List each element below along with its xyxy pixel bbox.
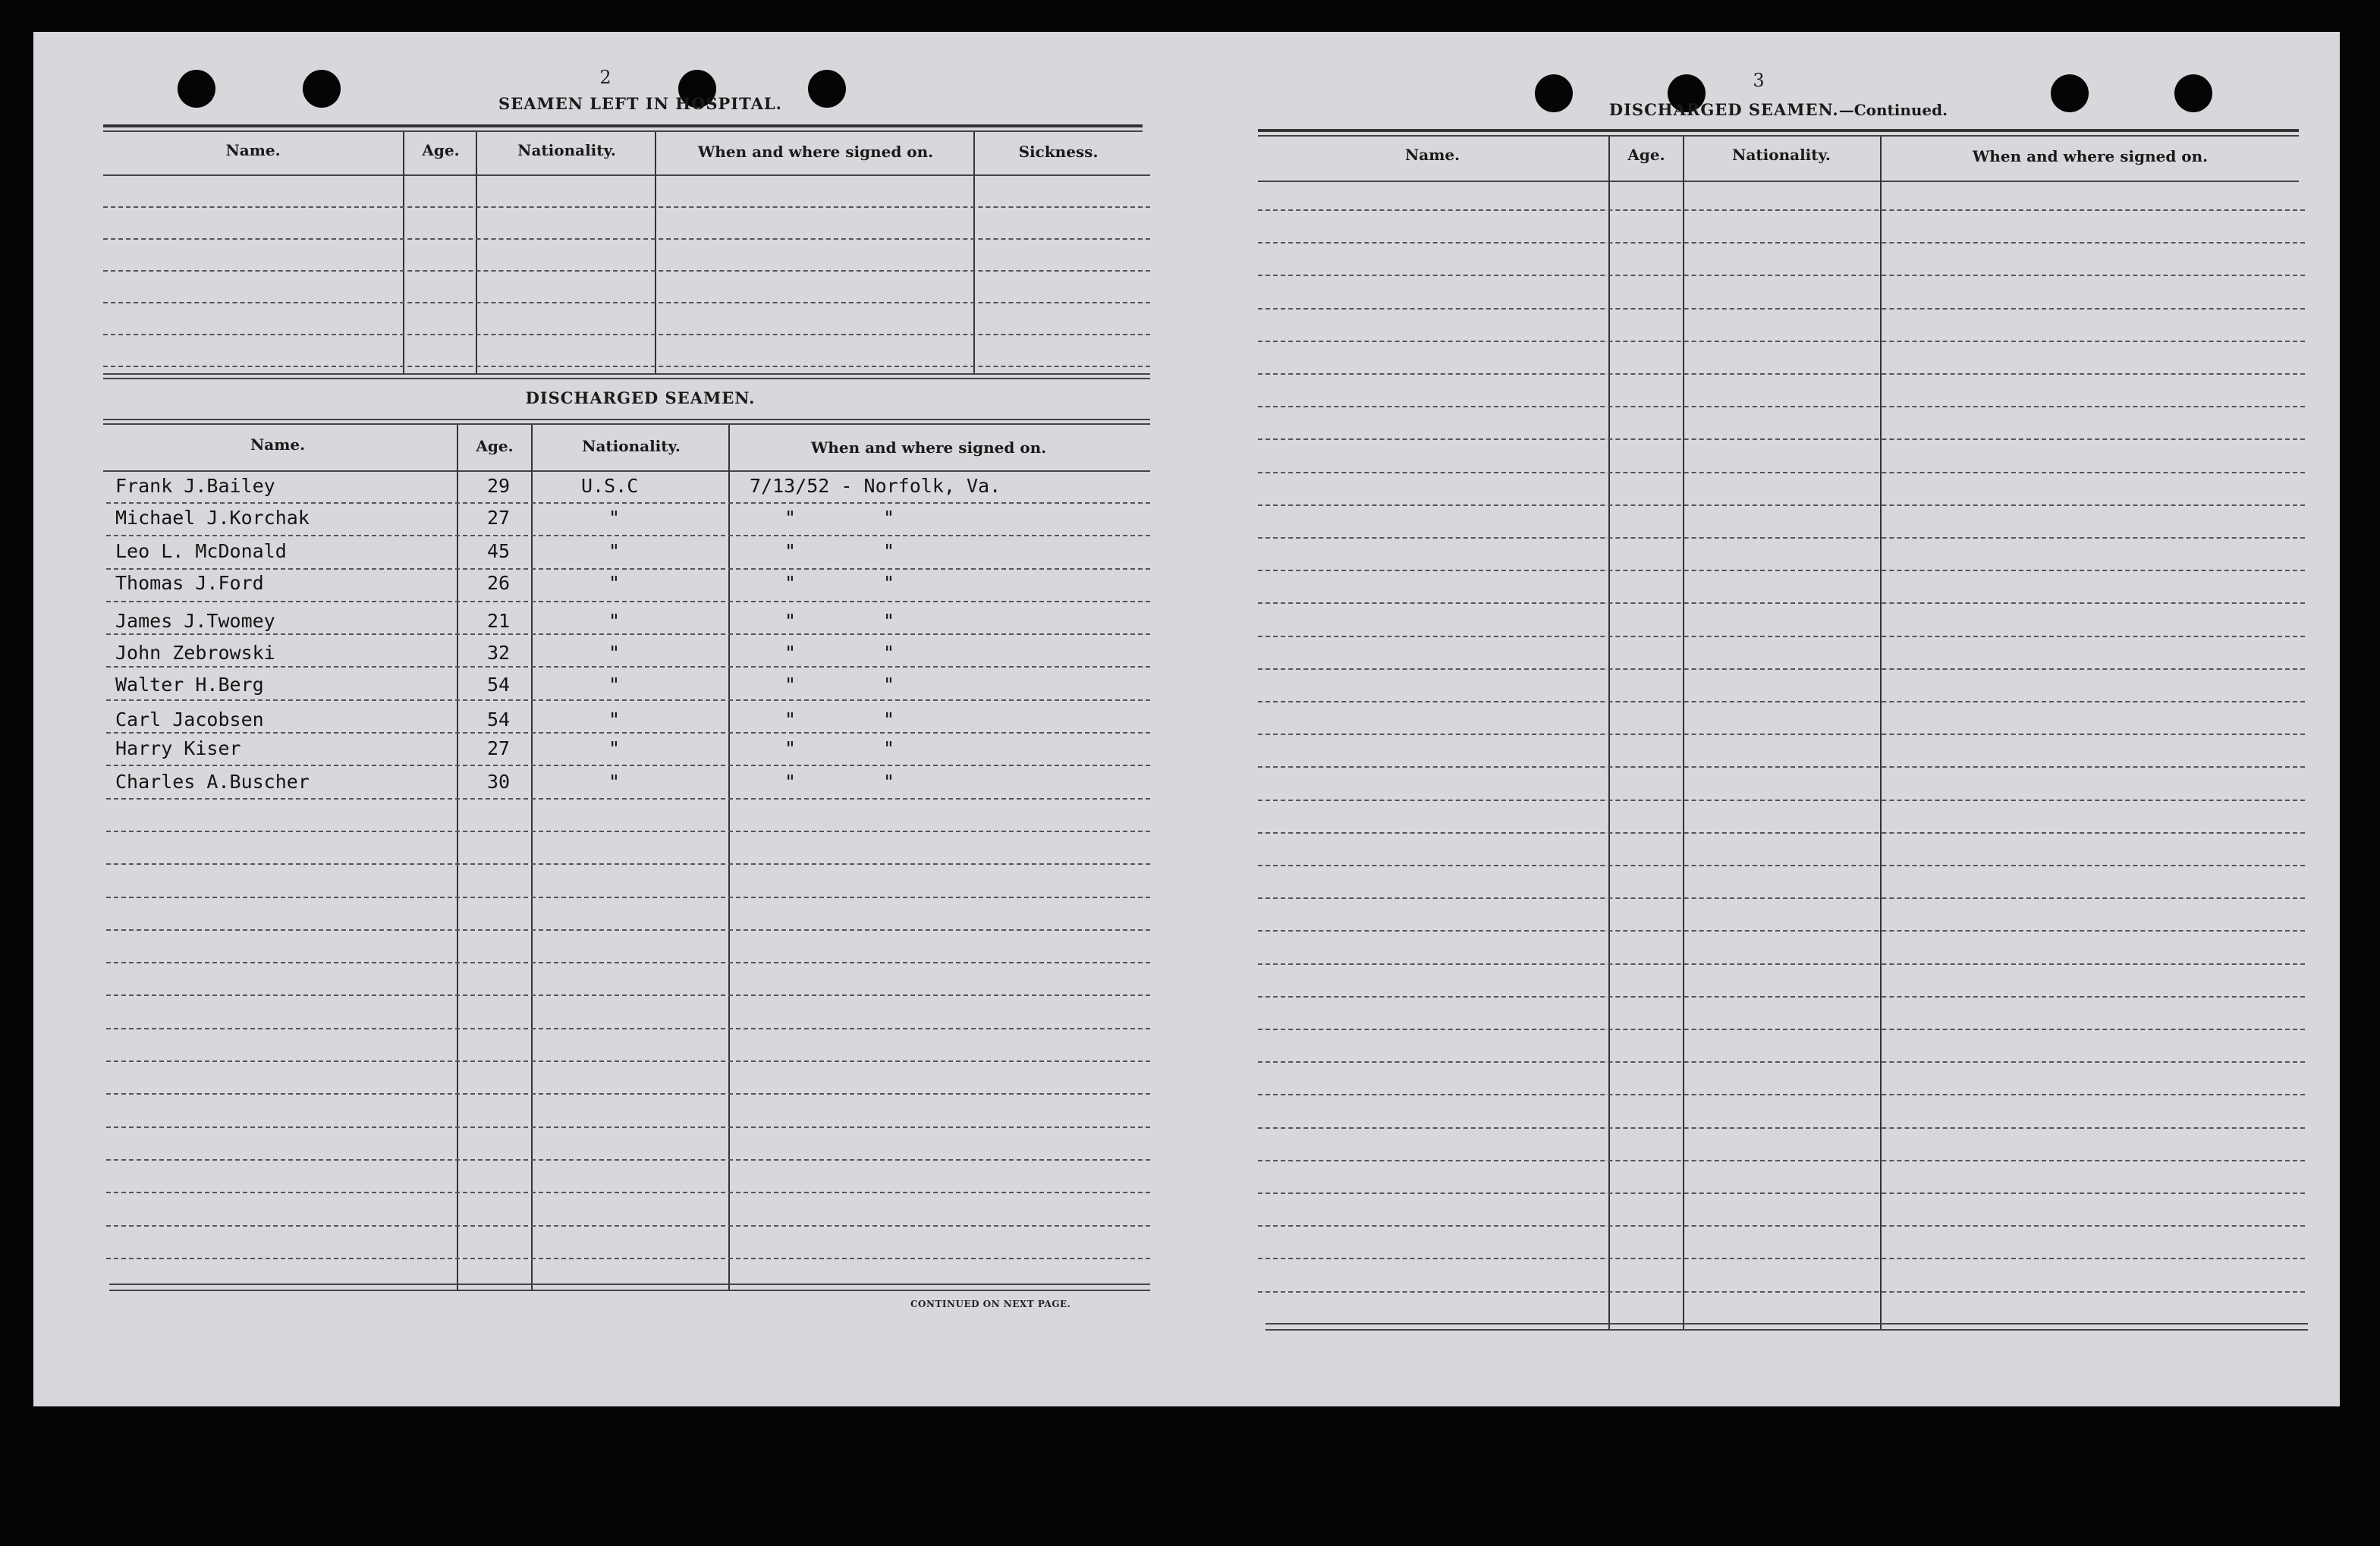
seaman-nationality: " [608,709,621,731]
discharged-header-age: Age. [476,437,514,455]
row-line [106,666,1150,668]
punch-hole [2051,74,2089,112]
ditto-mark: " [784,540,797,562]
hospital-header-signed-on: When and where signed on. [697,143,934,161]
row-line [1258,897,2305,899]
discharged-continued-title-sub: —Continued. [1838,101,1948,119]
table-rule [103,419,1150,420]
ditto-mark: " [784,674,797,696]
row-line [1258,766,2305,768]
discharged-continued-title-main: DISCHARGED SEAMEN. [1608,100,1839,119]
row-line [1258,209,2305,211]
seaman-age: 27 [487,737,511,759]
seaman-age: 32 [487,642,511,664]
column-divider [655,132,656,375]
ditto-mark: " [883,610,895,632]
row-line [106,568,1150,570]
discharged-header-name: Name. [250,435,306,454]
seaman-age: 26 [487,572,511,594]
column-divider [973,132,975,375]
ditto-mark: " [784,610,797,632]
row-line [106,897,1150,898]
row-line [1258,438,2305,440]
seaman-name: Charles A.Buscher [115,771,310,793]
row-line [1258,963,2305,965]
ditto-mark: " [784,737,797,759]
row-line [103,302,1150,303]
row-line [106,1258,1150,1259]
row-line [106,732,1150,734]
row-line [106,633,1150,635]
row-line [1258,1258,2305,1259]
row-line [106,1093,1150,1095]
row-line [106,1127,1150,1128]
ditto-mark: " [883,507,895,529]
right-header-nationality: Nationality. [1732,146,1831,164]
seaman-signed-on: 7/13/52 - Norfolk, Va. [750,475,1001,497]
seaman-name: James J.Twomey [115,610,275,632]
seaman-nationality: " [608,572,621,594]
row-line [1258,1160,2305,1161]
seaman-age: 27 [487,507,511,529]
hospital-header-age: Age. [422,141,460,159]
seaman-name: Walter H.Berg [115,674,264,696]
row-line [103,238,1150,240]
right-header-signed-on: When and where signed on. [1972,147,2209,165]
table-rule [1258,129,2299,132]
row-line [1258,1029,2305,1030]
hospital-header-name: Name. [225,141,281,159]
right-header-name: Name. [1404,146,1460,164]
ditto-mark: " [883,674,895,696]
table-rule [103,124,1143,127]
seaman-name: Frank J.Bailey [115,475,275,497]
seaman-nationality: " [608,674,621,696]
row-line [1258,570,2305,571]
row-line [1258,1127,2305,1129]
ditto-mark: " [784,507,797,529]
row-line [1258,504,2305,506]
discharged-header-signed-on: When and where signed on. [810,438,1047,457]
row-line [106,535,1150,536]
row-line [106,601,1150,602]
row-line [106,765,1150,766]
row-line [1258,537,2305,539]
header-underline [1258,181,2299,182]
document-sheet [33,32,2340,1406]
seaman-name: Thomas J.Ford [115,572,264,594]
ditto-mark: " [883,709,895,731]
row-line [1258,602,2305,604]
row-line [1258,865,2305,866]
ditto-mark: " [784,771,797,793]
row-line [106,831,1150,832]
column-divider [403,132,404,375]
seaman-name: Carl Jacobsen [115,709,264,731]
column-divider [1608,137,1610,1329]
row-line [106,798,1150,800]
table-rule [103,130,1143,132]
ditto-mark: " [883,540,895,562]
seaman-nationality: " [608,507,621,529]
table-rule [103,378,1150,379]
seaman-age: 54 [487,674,511,696]
discharged-header-nationality: Nationality. [582,437,681,455]
row-line [106,1225,1150,1227]
punch-hole [178,70,215,108]
ditto-mark: " [784,642,797,664]
row-line [106,863,1150,865]
table-rule [109,1284,1150,1285]
row-line [1258,308,2305,310]
punch-hole [303,70,341,108]
punch-hole [1535,74,1573,112]
seaman-age: 21 [487,610,511,632]
seaman-nationality: U.S.C [581,475,639,497]
row-line [1258,1192,2305,1194]
discharged-section-title: DISCHARGED SEAMEN. [525,388,756,407]
seaman-age: 54 [487,709,511,731]
ditto-mark: " [784,572,797,594]
seaman-name: Leo L. McDonald [115,540,287,562]
punch-hole [2174,74,2212,112]
row-line [103,270,1150,272]
column-divider [1880,137,1882,1329]
table-rule [1265,1329,2308,1331]
row-line [1258,406,2305,407]
discharged-continued-title [1574,100,1983,119]
table-rule [109,1290,1150,1291]
table-rule [1265,1323,2308,1324]
table-rule [103,423,1150,425]
seaman-nationality: " [608,642,621,664]
row-line [1258,668,2305,670]
seaman-nationality: " [608,610,621,632]
row-line [1258,734,2305,735]
row-line [1258,1291,2305,1293]
row-line [103,366,1150,367]
seaman-nationality: " [608,771,621,793]
row-line [1258,701,2305,702]
row-line [1258,930,2305,932]
seaman-name: Harry Kiser [115,737,241,759]
seaman-age: 45 [487,540,511,562]
column-divider [476,132,477,375]
row-line [103,334,1150,335]
row-line [106,1159,1150,1161]
row-line [1258,1094,2305,1095]
table-rule [103,373,1150,375]
row-line [1258,275,2305,276]
row-line [1258,472,2305,473]
hospital-header-nationality: Nationality. [517,141,616,159]
row-line [1258,636,2305,637]
ditto-mark: " [784,709,797,731]
seaman-age: 29 [487,475,511,497]
row-line [1258,832,2305,834]
hospital-header-sickness: Sickness. [1018,143,1099,161]
row-line [1258,996,2305,998]
row-line [103,206,1150,208]
row-line [106,1028,1150,1029]
row-line [106,502,1150,504]
row-line [1258,373,2305,375]
row-line [106,1192,1150,1193]
row-line [1258,1061,2305,1063]
header-underline [103,174,1150,176]
continued-footer: CONTINUED ON NEXT PAGE. [910,1299,1071,1309]
ditto-mark: " [883,642,895,664]
row-line [1258,800,2305,801]
ditto-mark: " [883,572,895,594]
row-line [1258,1225,2305,1227]
seaman-name: John Zebrowski [115,642,275,664]
page-number-left: 2 [599,67,612,88]
right-header-age: Age. [1627,146,1665,164]
row-line [1258,341,2305,342]
seaman-nationality: " [608,737,621,759]
table-rule [1258,135,2299,137]
seaman-name: Michael J.Korchak [115,507,310,529]
row-line [106,962,1150,963]
seaman-age: 30 [487,771,511,793]
row-line [106,1061,1150,1062]
row-line [106,995,1150,996]
row-line [106,929,1150,931]
row-line [106,699,1150,701]
seaman-nationality: " [608,540,621,562]
row-line [1258,242,2305,244]
header-underline [103,470,1150,472]
hospital-section-title: SEAMEN LEFT IN HOSPITAL. [498,94,782,113]
ditto-mark: " [883,771,895,793]
ditto-mark: " [883,737,895,759]
page-number-right: 3 [1753,70,1765,91]
column-divider [1683,137,1684,1329]
